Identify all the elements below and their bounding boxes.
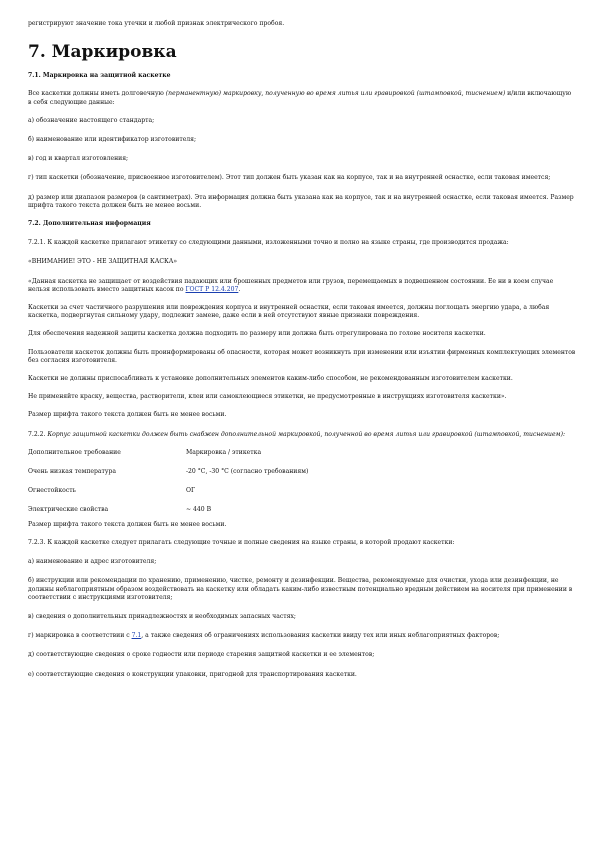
- intro-paragraph: [28, 90, 576, 106]
- p722-number: 7.2.2.: [28, 430, 48, 438]
- list-item: а) наименование и адрес изготовителя;: [28, 558, 157, 566]
- subsection-title-7-1: 7.1. Маркировка на защитной каскетке: [28, 72, 171, 80]
- list-item: б) наименование или идентификатор изготовителя;: [28, 136, 197, 144]
- section-7-1-link[interactable]: 7.1: [131, 632, 142, 640]
- paragraph: Каскетки не должны приспосабливать к установке дополнительных элементов каким-либо способом, не рекомендованным изготовителем каскетки.: [28, 375, 513, 383]
- item-g-text-b: , а также сведения об ограничениях использования каскетки ввиду тех или иных неблагоприятных факторов;: [141, 632, 500, 640]
- intro-text-a: Все каскетки должны иметь долговечную: [28, 90, 166, 98]
- table-row: [28, 506, 576, 514]
- item-g-text-a: г) маркировка в соответствии с: [28, 632, 132, 640]
- table-cell: -20 °С, -30 °С (согласно требованиям): [186, 468, 309, 476]
- subsection-title-7-2: 7.2. Дополнительная информация: [28, 220, 151, 228]
- list-item: б) инструкции или рекомендации по хранению, применению, чистке, ремонту и дезинфекции. Вещества, рекомендуемые для очистки, ухода или дезинфекции, не должны неблагоприятным образом воздействовать на каскетку или обладать каким-либо известным потенциально вредным действием на носителя при применении в соответствии с инструкциями изготовителя;: [28, 577, 573, 601]
- table-cell: ОГ: [186, 487, 196, 495]
- paragraph-7-2-1: 7.2.1. К каждой каскетке прилагают этикетку со следующими данными, изложенными точно и полно на языке страны, где производится продажа:: [28, 239, 509, 247]
- paragraph-7-2-2: [28, 431, 576, 439]
- intro-text-b: и/или включающую в себя следующие данные:: [28, 90, 572, 106]
- quote-text-a: «Данная каскетка не защищает от воздействия падающих или брошенных предметов или грузов, перемещаемых в подвешенном состоянии. Ее ни в коем случае нельзя использовать вместо защитных касок по: [28, 277, 554, 293]
- list-item: а) обозначение настоящего стандарта;: [28, 116, 155, 124]
- list-item: д) соответствующие сведения о сроке годности или периоде старения защитной каскетки и ее элементов;: [28, 651, 375, 659]
- p722-italic: Корпус защитной каскетки должен быть снабжен дополнительной маркировкой, полученной во время литья или гравировкой (штамповкой, тиснением):: [47, 430, 566, 438]
- intro-text-italic: (перманентную) маркировку, полученную во время литья или гравировкой (штамповкой, тиснением): [165, 90, 506, 98]
- document-page: [28, 18, 576, 679]
- list-item: [28, 632, 576, 640]
- quote-text-b: .: [238, 285, 241, 293]
- list-item: в) сведения о дополнительных принадлежностях и необходимых запасных частях;: [28, 612, 296, 620]
- table-cell: ~ 440 В: [186, 506, 212, 514]
- marking-table: [28, 449, 576, 515]
- list-item: в) год и квартал изготовления;: [28, 155, 129, 163]
- paragraph: Размер шрифта такого текста должен быть не менее восьми.: [28, 411, 227, 419]
- quote-paragraph: [28, 278, 576, 294]
- table-header: Маркировка / этикетка: [186, 448, 262, 456]
- paragraph: Каскетки за счет частичного разрушения или повреждения корпуса и внутренней оснастки, если таковая имеется, должны поглощать энергию удара, а любая каскетка, подвергнутая сильному удару, подлежит замене, даже если в ней отсутствуют явные признаки повреждения.: [28, 304, 550, 320]
- table-row: [28, 468, 576, 476]
- gost-link[interactable]: ГОСТ Р 12.4.207: [185, 285, 239, 293]
- table-cell: Огнестойкость: [28, 487, 76, 495]
- paragraph-7-2-3: 7.2.3. К каждой каскетке следует прилагать следующие точные и полные сведения на языке страны, в которой продают каскетки:: [28, 538, 455, 546]
- paragraph: Пользователи каскеток должны быть проинформированы об опасности, которая может возникнуть при изменении или изъятии фирменных комплектующих элементов без согласия изготовителя.: [28, 348, 576, 364]
- table-row: [28, 487, 576, 495]
- section-heading: 7. Маркировка: [28, 42, 177, 63]
- list-item: г) тип каскетки (обозначение, присвоенное изготовителем). Этот тип должен быть указан как на корпусе, так и на внутренней оснастке, если таковая имеется;: [28, 174, 551, 182]
- paragraph: Для обеспечения надежной защиты каскетка должна подходить по размеру или должна быть отрегулирована по голове носителя каскетки.: [28, 330, 486, 338]
- list-item: е) соответствующие сведения о конструкции упаковки, пригодной для транспортирования каскетки.: [28, 670, 357, 678]
- list-item: д) размер или диапазон размеров (в сантиметрах). Эта информация должна быть указана как на корпусе, так и на внутренней оснастке, если таковая имеется. Размер шрифта такого текста должен быть не менее восьми.: [28, 193, 574, 209]
- table-cell: Очень низкая температура: [28, 468, 117, 476]
- font-note: Размер шрифта такого текста должен быть не менее восьми.: [28, 520, 227, 528]
- table-header-row: [28, 449, 576, 457]
- paragraph: Не применяйте краску, вещества, растворители, клеи или самоклеющиеся этикетки, не предусмотренные в инструкциях изготовителя каскетки».: [28, 393, 507, 401]
- table-cell: Электрические свойства: [28, 506, 109, 514]
- top-line: регистрируют значение тока утечки и любой признак электрического пробоя.: [28, 20, 285, 27]
- warning-text: «ВНИМАНИЕ! ЭТО - НЕ ЗАЩИТНАЯ КАСКА»: [28, 258, 178, 266]
- table-header: Дополнительное требование: [28, 448, 121, 456]
